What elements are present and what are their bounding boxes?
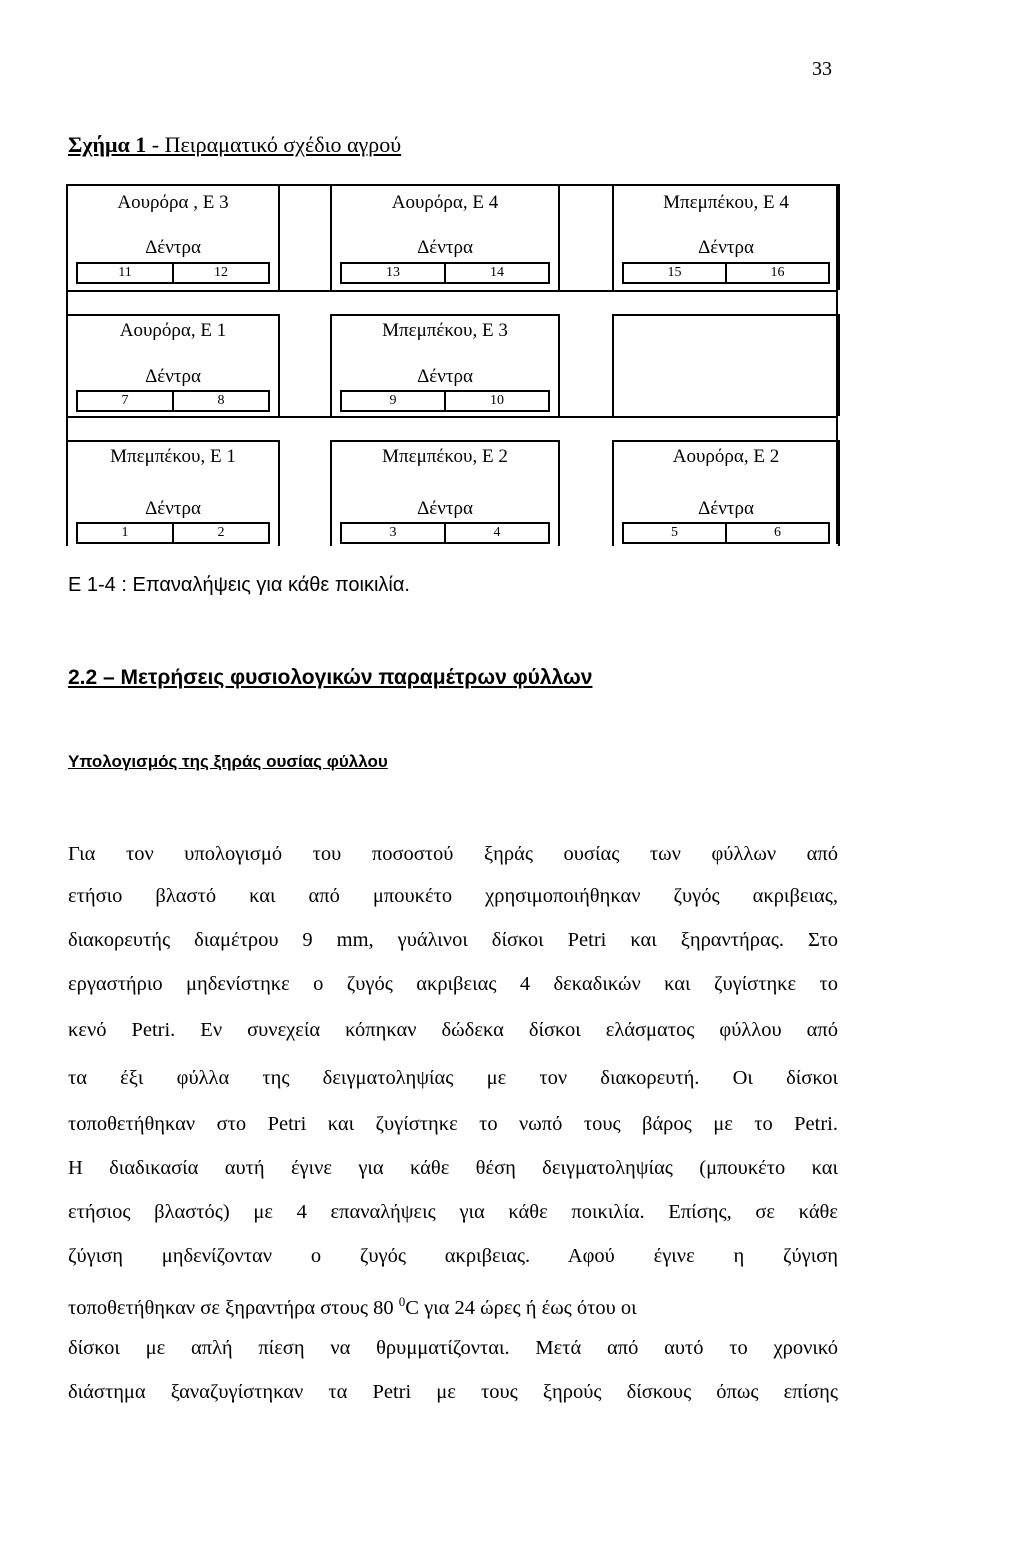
trees-box: [622, 262, 830, 284]
tree-number: 2: [172, 524, 268, 542]
degree-superscript: 0: [398, 1294, 406, 1309]
plot-label: Μπεμπέκου, Ε 4: [663, 192, 789, 213]
trees-label: Δέντρα: [417, 237, 473, 258]
tree-number: 8: [172, 392, 268, 410]
figure-title-text: - Πειραματικό σχέδιο αγρού: [146, 132, 402, 157]
trees-label: Δέντρα: [417, 498, 473, 519]
plot-aurora-e4: [330, 184, 560, 290]
plot-aurora-e2: [612, 440, 840, 546]
paragraph-line: εργαστήριο μηδενίστηκε ο ζυγός ακριβειας 4 δεκαδικών και ζυγίστηκε το: [68, 973, 838, 995]
trees-label: Δέντρα: [698, 498, 754, 519]
plot-aurora-e3: [66, 184, 280, 290]
trees-label: Δέντρα: [417, 366, 473, 387]
paragraph-line: ζύγιση μηδενίζονταν ο ζυγός ακριβειας. Αφού έγινε η ζύγιση: [68, 1245, 838, 1267]
paragraph-text: τοποθετήθηκαν σε ξηραντήρα στους 80: [68, 1296, 399, 1319]
trees-label: Δέντρα: [698, 237, 754, 258]
tree-number: 15: [667, 265, 682, 280]
plot-empty: [612, 314, 840, 416]
paragraph-line: τοποθετήθηκαν στο Petri και ζυγίστηκε το νωπό τους βάρος με το Petri.: [68, 1113, 838, 1135]
plot-label: Μπεμπέκου, Ε 1: [110, 446, 236, 467]
trees-label: Δέντρα: [145, 237, 201, 258]
sub-heading: Υπολογισμός της ξηράς ουσίας φύλλου: [68, 752, 388, 771]
plot-bebekou-e2: [330, 440, 560, 546]
paragraph-line: διάστημα ξαναζυγίστηκαν τα Petri με τους ξηρούς δίσκους όπως επίσης: [68, 1381, 838, 1403]
paragraph-line: ετήσιος βλαστός) με 4 επαναλήψεις για κάθε ποικιλία. Επίσης, σε κάθε: [68, 1201, 838, 1223]
plot-label: Μπεμπέκου, Ε 3: [382, 320, 508, 341]
paragraph-line: Για τον υπολογισμό του ποσοστού ξηράς ουσίας των φύλλων από: [68, 843, 838, 865]
trees-box: [622, 522, 830, 544]
paragraph-line: διακορευτής διαμέτρου 9 mm, γυάλινοι δίσκοι Petri και ξηραντήρας. Στο: [68, 929, 838, 951]
trees-box: [76, 262, 270, 284]
plot-label: Μπεμπέκου, Ε 2: [382, 446, 508, 467]
plot-label: Αουρόρα, Ε 1: [119, 320, 227, 341]
plot-label: Αουρόρα , Ε 3: [117, 192, 229, 213]
path-line-1: [66, 290, 838, 292]
tree-number: 4: [444, 524, 548, 542]
tree-number: 12: [172, 264, 268, 282]
plot-label: Αουρόρα, Ε 4: [391, 192, 499, 213]
paragraph-line: [68, 1290, 838, 1320]
paragraph-line: τα έξι φύλλα της δειγματοληψίας με τον διακορευτή. Οι δίσκοι: [68, 1067, 838, 1089]
tree-number: 5: [671, 525, 678, 540]
paragraph-line: δίσκοι με απλή πίεση να θρυμματίζονται. Μετά από αυτό το χρονικό: [68, 1337, 838, 1359]
tree-number: 3: [389, 525, 397, 540]
plot-bebekou-e1: [66, 440, 280, 546]
paragraph-line: Η διαδικασία αυτή έγινε για κάθε θέση δειγματοληψίας (μπουκέτο και: [68, 1157, 838, 1179]
figure-title-prefix: Σχήμα 1: [68, 132, 147, 157]
page-number: 33: [812, 58, 832, 80]
trees-box: [340, 390, 550, 412]
trees-box: [76, 390, 270, 412]
paragraph-line-part: [68, 1290, 637, 1320]
tree-number: 13: [386, 265, 400, 280]
trees-label: Δέντρα: [145, 366, 201, 387]
trees-box: [340, 522, 550, 544]
paragraph-text: C για 24 ώρες ή έως ότου οι: [405, 1296, 637, 1319]
tree-number: 10: [444, 392, 548, 410]
tree-number: 1: [121, 525, 129, 540]
tree-number: 6: [725, 524, 828, 542]
figure-legend: Ε 1-4 : Επαναλήψεις για κάθε ποικιλία.: [68, 574, 410, 596]
paragraph-line: κενό Petri. Εν συνεχεία κόπηκαν δώδεκα δίσκοι ελάσματος φύλλου από: [68, 1019, 838, 1041]
trees-box: [76, 522, 270, 544]
trees-label: Δέντρα: [145, 498, 201, 519]
tree-number: 16: [725, 264, 828, 282]
figure-title: [68, 132, 401, 158]
plot-bebekou-e4: [612, 184, 840, 290]
tree-number: 14: [444, 264, 548, 282]
paragraph-line: ετήσιο βλαστό και από μπουκέτο χρησιμοποιήθηκαν ζυγός ακριβειας,: [68, 885, 838, 907]
path-line-2: [66, 416, 838, 418]
section-heading: 2.2 – Μετρήσεις φυσιολογικών παραμέτρων φύλλων: [68, 666, 593, 689]
trees-box: [340, 262, 550, 284]
plot-bebekou-e3: [330, 314, 560, 416]
plot-aurora-e1: [66, 314, 280, 416]
plot-label: Αουρόρα, Ε 2: [672, 446, 780, 467]
tree-number: 7: [121, 393, 129, 408]
tree-number: 11: [118, 265, 132, 280]
tree-number: 9: [389, 393, 397, 408]
